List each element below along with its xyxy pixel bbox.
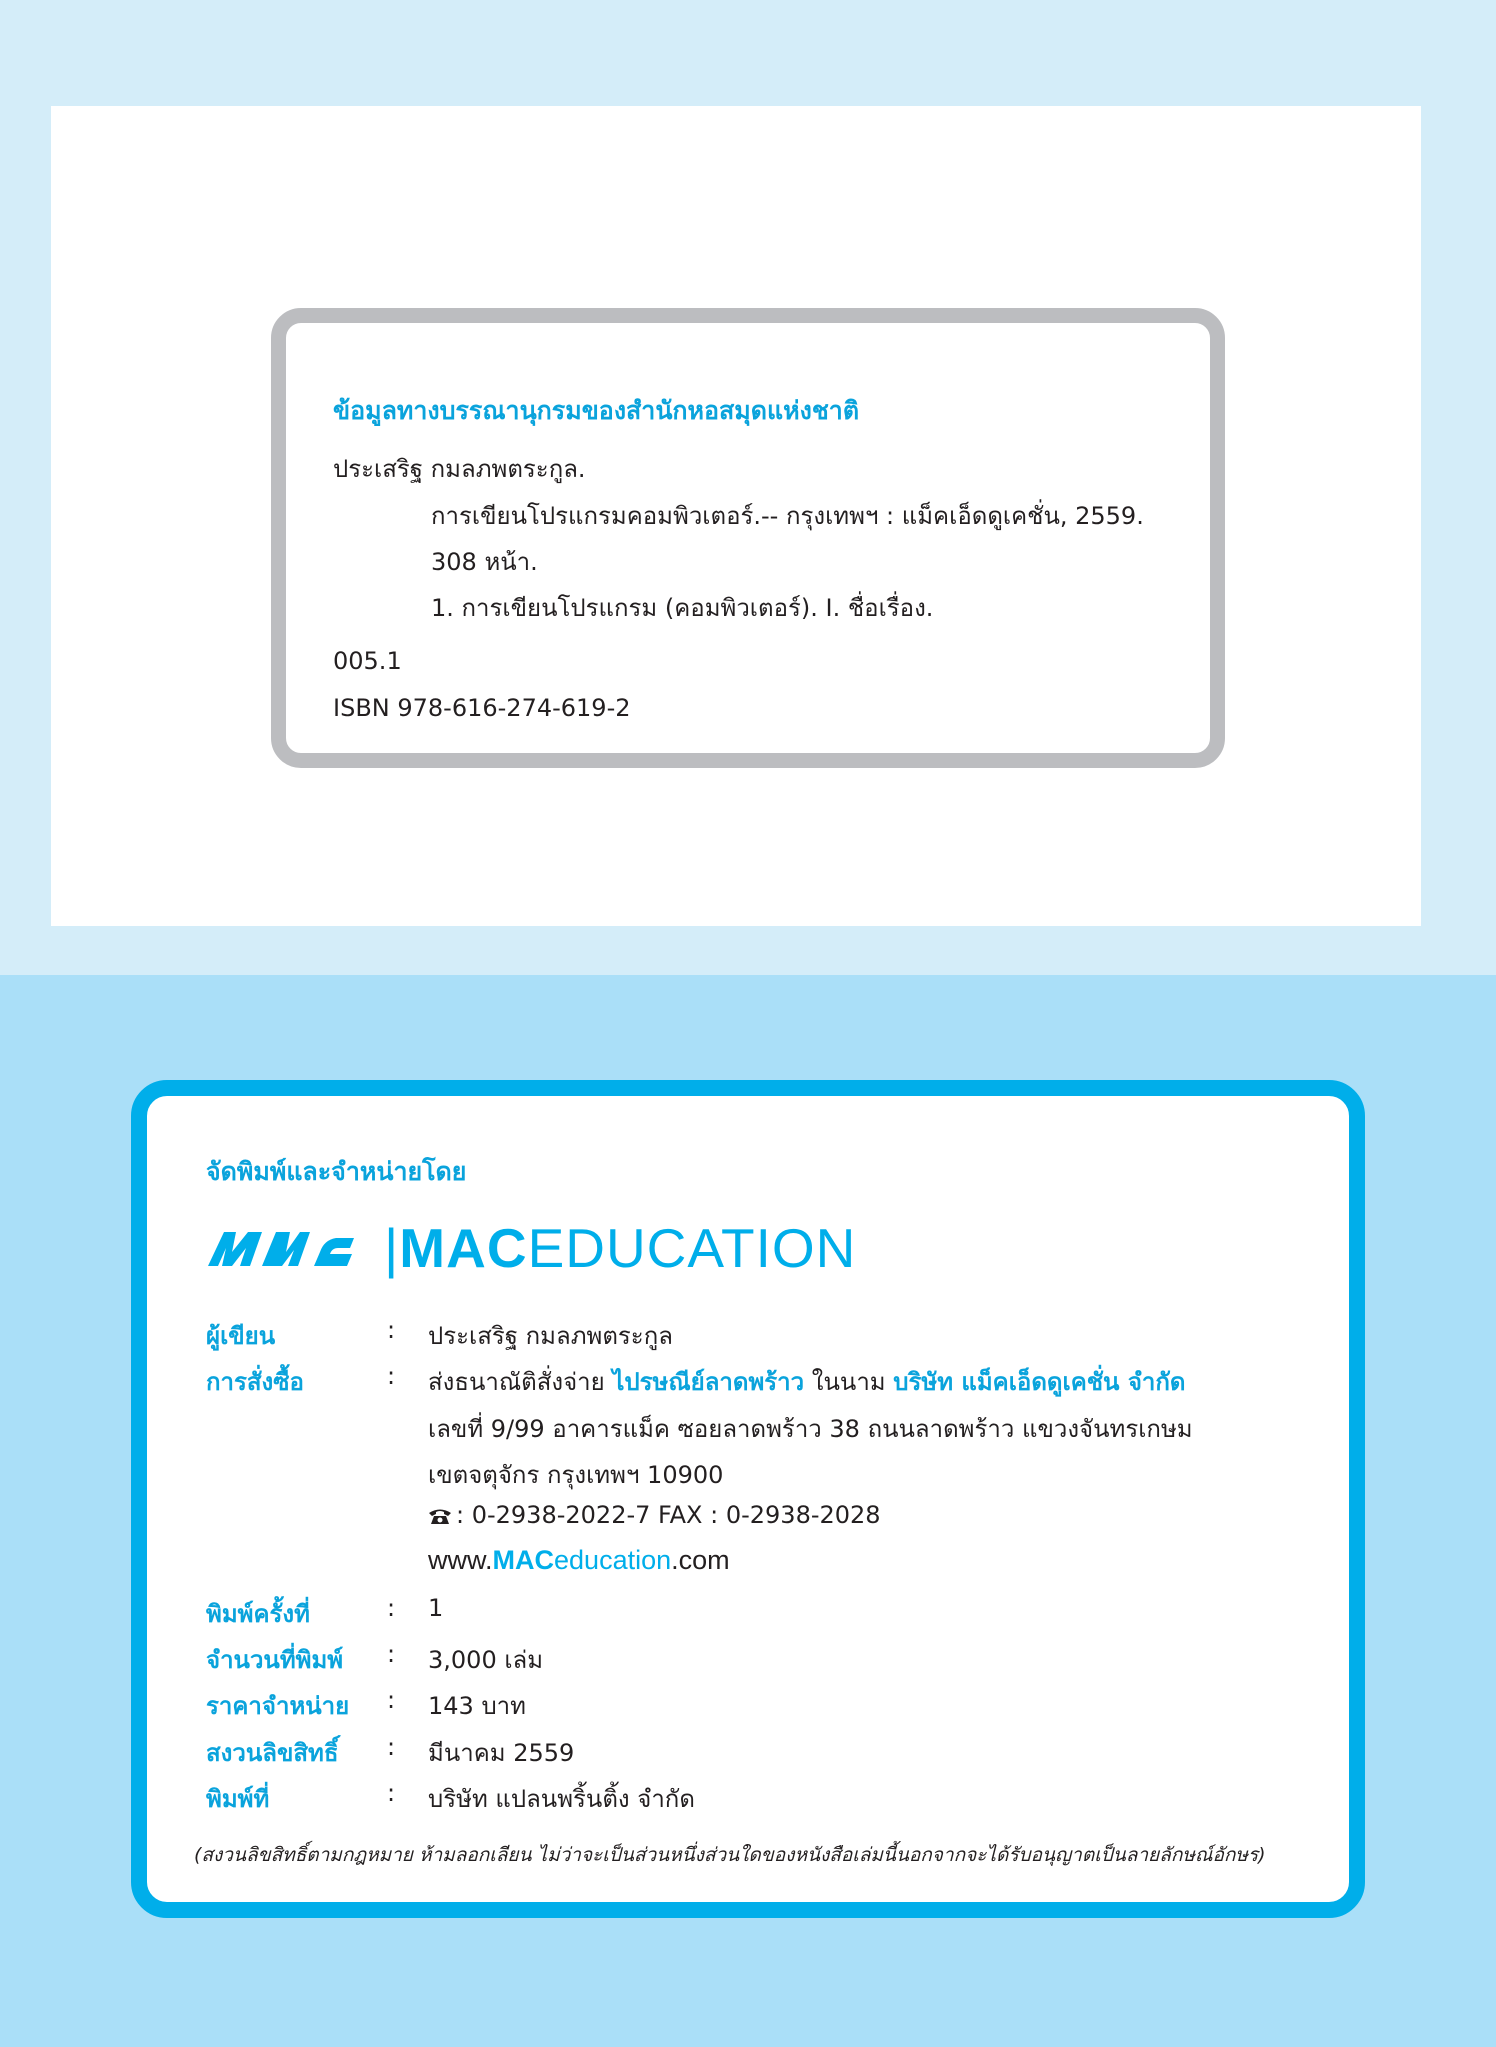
web-edu: education <box>554 1545 672 1575</box>
colon: : <box>387 1316 396 1344</box>
edition-label: พิมพ์ครั้งที่ <box>206 1600 310 1628</box>
cip-call-number: 005.1 <box>333 647 402 675</box>
copyright-label: สงวนลิขสิทธิ์ <box>206 1739 339 1767</box>
address-line-1: เลขที่ 9/99 อาคารแม็ค ซอยลาดพร้าว 38 ถนนลาดพร้าว แขวงจันทรเกษม <box>428 1415 1193 1443</box>
copies-value: 3,000 เล่ม <box>428 1646 544 1674</box>
cip-subject: 1. การเขียนโปรแกรม (คอมพิวเตอร์). I. ชื่อเรื่อง. <box>431 594 934 622</box>
phone-icon <box>428 1507 452 1525</box>
printer-label: พิมพ์ที่ <box>206 1785 270 1813</box>
publisher-box <box>131 1080 1365 1918</box>
colon: : <box>387 1733 396 1761</box>
colon: : <box>387 1362 396 1390</box>
cip-title-line: การเขียนโปรแกรมคอมพิวเตอร์.-- กรุงเทพฯ : แม็คเอ็ดดูเคชั่น, 2559. <box>431 502 1144 530</box>
web-suffix: .com <box>671 1545 730 1575</box>
price-label: ราคาจำหน่าย <box>206 1692 350 1720</box>
colon: : <box>387 1594 396 1622</box>
cip-isbn: ISBN 978-616-274-619-2 <box>333 694 631 722</box>
author-value: ประเสริฐ กมลภพตระกูล <box>428 1322 673 1350</box>
order-value <box>428 1362 1185 1401</box>
phone-fax: : 0-2938-2022-7 FAX : 0-2938-2028 <box>456 1501 881 1529</box>
logo-light: EDUCATION <box>527 1217 857 1279</box>
logo-bold: MAC <box>399 1217 528 1279</box>
address-line-2: เขตจตุจักร กรุงเทพฯ 10900 <box>428 1461 724 1489</box>
logo-wordmark <box>384 1216 856 1280</box>
price-value: 143 บาท <box>428 1692 526 1720</box>
copyright-footnote: (สงวนลิขสิทธิ์ตามกฎหมาย ห้ามลอกเลียน ไม่ว่าจะเป็นส่วนหนึ่งส่วนใดของหนังสือเล่มนี้นอกจากจะได้รับอนุญาตเป็นลายลักษณ์อักษร) <box>194 1844 1266 1866</box>
publisher-heading: จัดพิมพ์และจำหน่ายโดย <box>206 1157 467 1186</box>
copyright-value: มีนาคม 2559 <box>428 1739 575 1767</box>
cip-box <box>271 308 1225 768</box>
cip-title: ข้อมูลทางบรรณานุกรมของสำนักหอสมุดแห่งชาติ <box>333 396 860 425</box>
author-label: ผู้เขียน <box>206 1322 276 1350</box>
phone-line <box>428 1501 881 1529</box>
colon: : <box>387 1640 396 1668</box>
mac-logo-icon <box>206 1226 356 1270</box>
web-mac: MAC <box>492 1545 555 1575</box>
printer-value: บริษัท แปลนพริ้นติ้ง จำกัด <box>428 1785 695 1813</box>
copies-label: จำนวนที่พิมพ์ <box>206 1646 344 1674</box>
website[interactable] <box>428 1545 730 1576</box>
web-prefix: www. <box>428 1545 493 1575</box>
order-company: บริษัท แม็คเอ็ดดูเคชั่น จำกัด <box>893 1368 1186 1396</box>
cip-pages: 308 หน้า. <box>431 548 538 576</box>
colon: : <box>387 1686 396 1714</box>
edition-value: 1 <box>428 1594 444 1622</box>
logo-separator: | <box>384 1217 400 1279</box>
colon: : <box>387 1779 396 1807</box>
cip-author: ประเสริฐ กมลภพตระกูล. <box>333 455 586 483</box>
order-post-office: ไปรษณีย์ลาดพร้าว <box>612 1368 805 1396</box>
order-label: การสั่งซื้อ <box>206 1368 304 1396</box>
order-mid: ในนาม <box>811 1368 886 1396</box>
order-prefix: ส่งธนาณัติสั่งจ่าย <box>428 1368 605 1396</box>
